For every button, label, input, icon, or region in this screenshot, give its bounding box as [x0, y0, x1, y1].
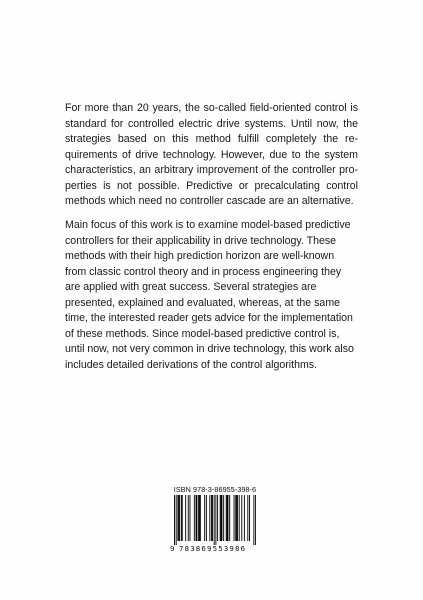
barcode-bars [174, 495, 256, 545]
barcode-bar [177, 495, 178, 541]
barcode-bar [181, 495, 182, 541]
barcode-bar [200, 495, 201, 541]
barcode-bar [217, 495, 218, 541]
isbn-label: ISBN 978-3-86955-398-6 [173, 485, 257, 494]
barcode-bar [211, 495, 212, 541]
blurb-paragraph-1: For more than 20 years, the so-called field-oriented control is standard for controlled electric drive systems. Until now, the strategies based on this method fulfill completely the requirements of drive technology. However, due to the system characteristics, an arbitrary improvement of the controller properties is not possible. Predictive or precalculating control methods which need no controller cascade are an alternative. [65, 102, 358, 207]
ean-rest-digits: 783869553986 [179, 544, 247, 553]
barcode-bar [190, 495, 191, 541]
barcode-bar [253, 495, 254, 545]
barcode-bar [223, 495, 224, 541]
barcode-bar [228, 495, 229, 541]
barcode-bar [206, 495, 207, 541]
barcode-bar [182, 495, 183, 541]
barcode-bar [234, 495, 235, 541]
barcode-bar [198, 495, 199, 541]
barcode-bar [212, 495, 213, 541]
barcode-bar [214, 495, 215, 545]
barcode-bar [235, 495, 236, 541]
barcode-bar [196, 495, 197, 541]
isbn-barcode [170, 485, 260, 565]
barcode-bar [226, 495, 227, 541]
ean-first-digit: 9 [170, 544, 175, 553]
barcode-bar [255, 495, 256, 545]
barcode-bar [236, 495, 237, 541]
barcode-bar [247, 495, 248, 541]
barcode-bar [215, 495, 216, 545]
barcode-bar [241, 495, 242, 541]
barcode-bar [204, 495, 205, 541]
barcode-bar [176, 495, 177, 545]
barcode-bar [244, 495, 245, 541]
barcode-bar [227, 495, 228, 541]
barcode-bar [237, 495, 238, 541]
barcode-bar [174, 495, 175, 545]
barcode-bar [194, 495, 195, 541]
barcode-bar [221, 495, 222, 541]
barcode-bar [196, 495, 197, 541]
barcode-bar [209, 495, 210, 541]
barcode-bar [185, 495, 186, 541]
barcode-bar [239, 495, 240, 541]
barcode-bar [221, 495, 222, 541]
barcode-bar [220, 495, 221, 541]
barcode-bar [188, 495, 189, 541]
barcode-bar [249, 495, 250, 541]
blurb-paragraph-2: Main focus of this work is to examine model-based predictive controllers for their applicability in drive technology. These methods with their high prediction horizon are well-known from classic control theory and in process engineering they are applied with great success. Several strategies are presented, explained and evaluated, whereas, at the same time, the interested reader gets advice for the implementation of these methods. Since model-based predictive control is, until now, not very common in drive technology, this work also includes detailed derivations of the control algorithms. [65, 219, 354, 371]
barcode-bar [199, 495, 200, 541]
barcode-bar [178, 495, 179, 541]
barcode-bar [179, 495, 180, 541]
barcode-bar [229, 495, 230, 541]
